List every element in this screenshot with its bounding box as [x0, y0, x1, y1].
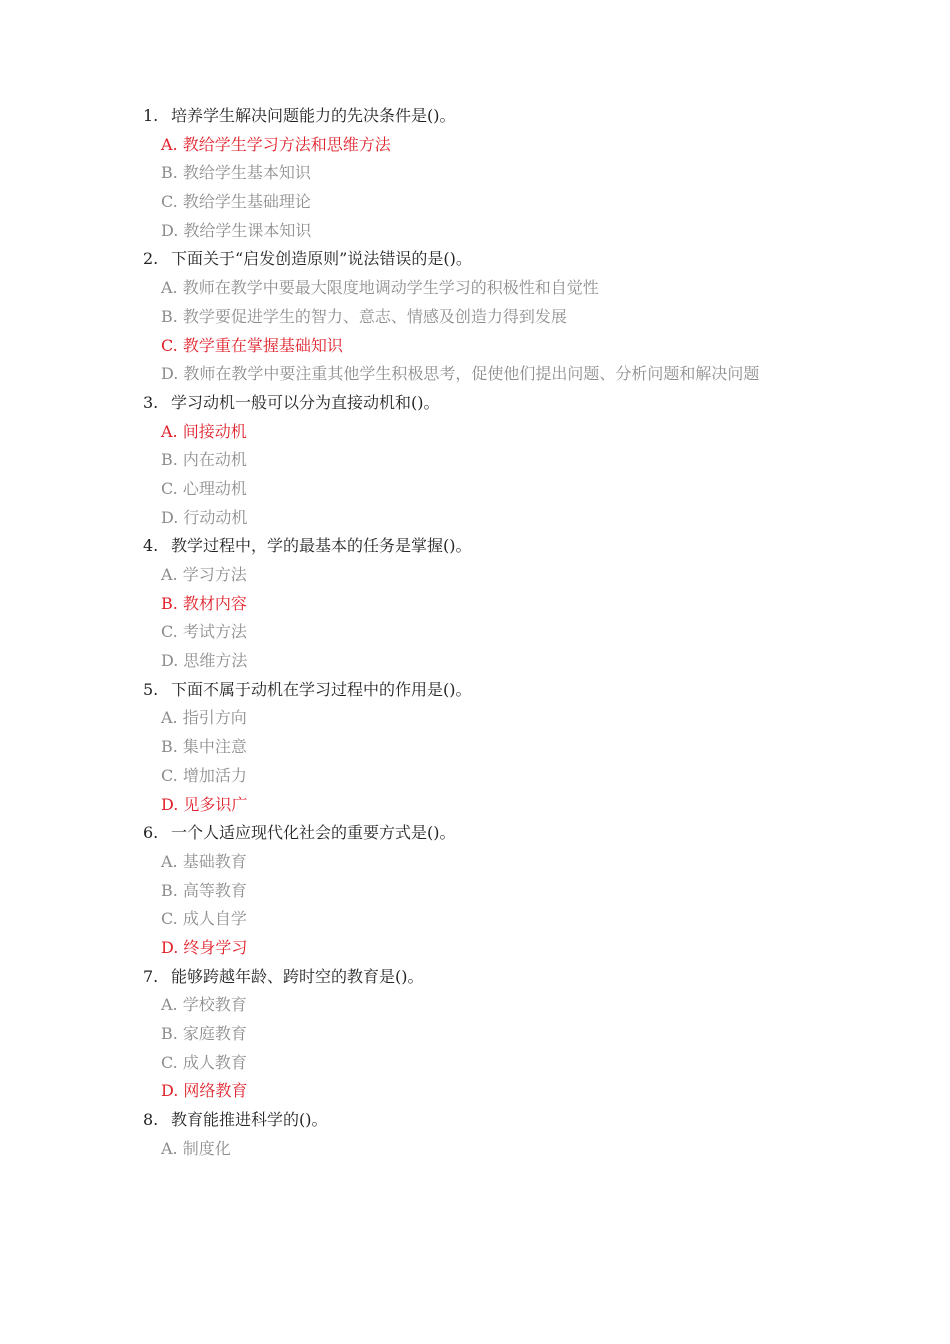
option-4b: B. 教材内容 [161, 593, 247, 613]
question-list [143, 102, 813, 1163]
question-7 [143, 963, 813, 992]
question-text: 下面不属于动机在学习过程中的作用是()。 [171, 679, 472, 699]
question-2 [143, 245, 813, 274]
option-6d: D. 终身学习 [161, 937, 248, 957]
option-3c: C. 心理动机 [161, 478, 247, 498]
option-7d: D. 网络教育 [161, 1081, 248, 1101]
question-number: 3. [143, 392, 159, 412]
option-3b: B. 内在动机 [161, 450, 247, 470]
question-text: 培养学生解决问题能力的先决条件是()。 [171, 106, 456, 125]
question-number: 1. [143, 106, 159, 125]
option-6a: A. 基础教育 [161, 851, 247, 871]
option-5c: C. 增加活力 [161, 765, 247, 785]
option-6c: C. 成人自学 [161, 909, 247, 929]
question-text: 下面关于“启发创造原则”说法错误的是()。 [171, 249, 472, 269]
question-number: 4. [143, 536, 159, 556]
question-text: 教学过程中，学的最基本的任务是掌握()。 [171, 536, 472, 556]
question-number: 8. [143, 1110, 159, 1130]
option-3d: D. 行动动机 [161, 507, 248, 527]
option-1d: D. 教给学生课本知识 [161, 220, 312, 240]
question-number: 6. [143, 823, 159, 843]
option-1b: B. 教给学生基本知识 [161, 163, 311, 183]
question-3 [143, 389, 813, 418]
question-1 [143, 102, 813, 131]
question-6 [143, 819, 813, 848]
question-8 [143, 1106, 813, 1135]
option-8a: A. 制度化 [161, 1138, 231, 1158]
question-number: 5. [143, 679, 159, 699]
question-text: 一个人适应现代化社会的重要方式是()。 [171, 823, 456, 843]
question-text: 学习动机一般可以分为直接动机和()。 [171, 392, 440, 412]
option-6b: B. 高等教育 [161, 880, 247, 900]
option-4d: D. 思维方法 [161, 651, 248, 671]
question-4 [143, 532, 813, 561]
option-5a: A. 指引方向 [161, 708, 247, 728]
question-5 [143, 676, 813, 705]
question-text: 教育能推进科学的()。 [171, 1110, 328, 1130]
question-text: 能够跨越年龄、跨时空的教育是()。 [171, 966, 424, 986]
option-5d: D. 见多识广 [161, 794, 248, 814]
option-1a: A. 教给学生学习方法和思维方法 [161, 134, 391, 154]
question-number: 7. [143, 966, 159, 986]
question-number: 2. [143, 249, 159, 269]
option-2d: D. 教师在教学中要注重其他学生积极思考，促使他们提出问题、分析问题和解决问题 [161, 364, 760, 384]
option-4c: C. 考试方法 [161, 622, 247, 642]
option-7c: C. 成人教育 [161, 1052, 247, 1072]
option-4a: A. 学习方法 [161, 565, 247, 585]
option-1c: C. 教给学生基础理论 [161, 192, 311, 212]
option-7b: B. 家庭教育 [161, 1024, 247, 1044]
option-2c: C. 教学重在掌握基础知识 [161, 335, 343, 355]
option-7a: A. 学校教育 [161, 995, 247, 1015]
option-2a: A. 教师在教学中要最大限度地调动学生学习的积极性和自觉性 [161, 278, 599, 298]
option-2b: B. 教学要促进学生的智力、意志、情感及创造力得到发展 [161, 306, 567, 326]
option-3a: A. 间接动机 [161, 421, 247, 441]
option-5b: B. 集中注意 [161, 737, 247, 757]
